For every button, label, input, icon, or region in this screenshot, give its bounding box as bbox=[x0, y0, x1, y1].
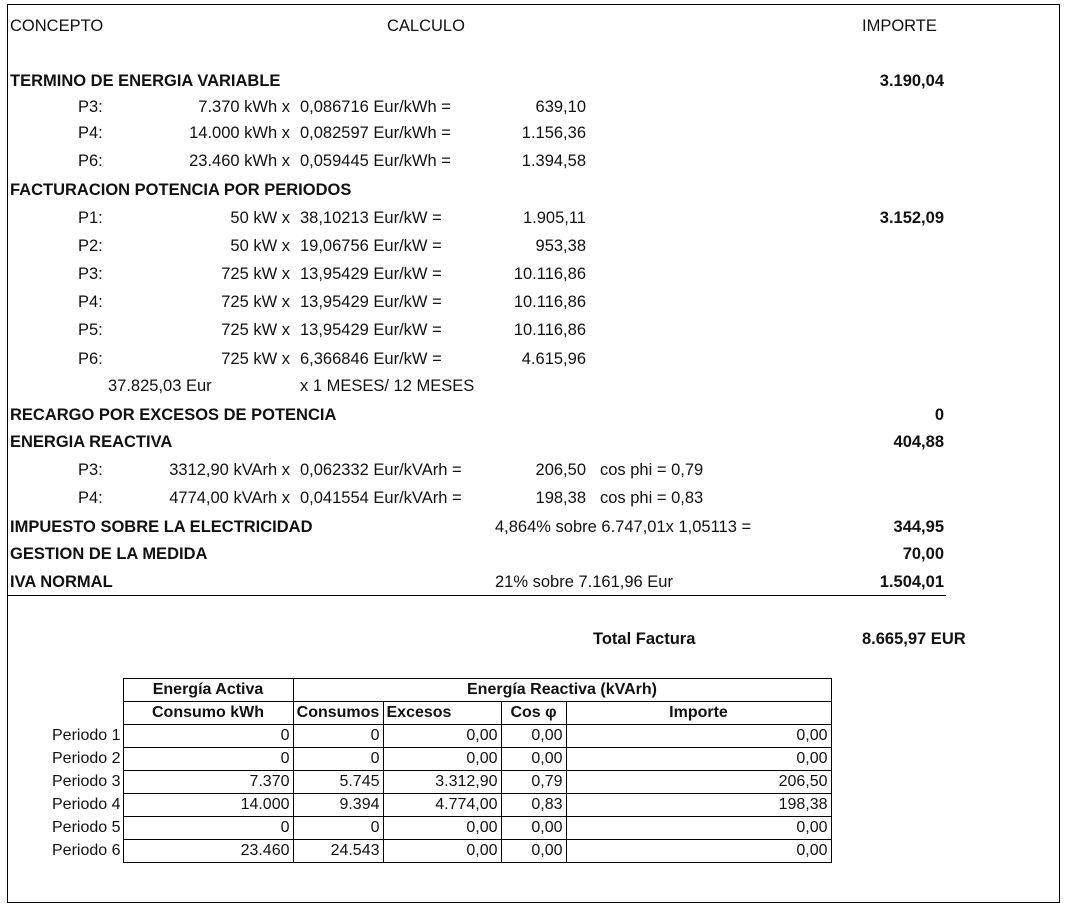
ev-amount: 1.156,36 bbox=[521, 124, 586, 142]
pot-qty: 725 kW x bbox=[221, 321, 290, 339]
row-label: Periodo 4 bbox=[52, 796, 121, 813]
cell-consumos: 0 bbox=[293, 817, 383, 840]
cell-consumo: 0 bbox=[123, 748, 293, 771]
cell-consumo: 23.460 bbox=[123, 840, 293, 863]
gestion-total: 70,00 bbox=[902, 545, 944, 563]
cell-importe: 0,00 bbox=[566, 840, 831, 863]
cell-consumos: 24.543 bbox=[293, 840, 383, 863]
potencia-meses: x 1 MESES/ 12 MESES bbox=[300, 377, 475, 395]
er-amount: 206,50 bbox=[535, 461, 586, 479]
reactiva-title: ENERGIA REACTIVA bbox=[10, 433, 173, 451]
table-column-header bbox=[10, 702, 831, 725]
table-row bbox=[10, 748, 831, 771]
pot-qty: 50 kW x bbox=[230, 237, 290, 255]
pot-price: 13,95429 Eur/kW = bbox=[300, 321, 442, 339]
impuesto-calc: 4,864% sobre 6.747,01x 1,05113 = bbox=[495, 518, 752, 536]
cell-importe: 0,00 bbox=[566, 748, 831, 771]
header-calculo: CALCULO bbox=[387, 17, 465, 35]
iva-total: 1.504,01 bbox=[879, 573, 944, 591]
er-period: P3: bbox=[78, 461, 103, 479]
ev-qty: 7.370 kWh x bbox=[198, 98, 290, 116]
er-price: 0,062332 Eur/kVArh = bbox=[300, 461, 462, 479]
cell-cos: 0,00 bbox=[501, 840, 566, 863]
row-label: Periodo 2 bbox=[52, 750, 121, 767]
cell-importe: 206,50 bbox=[566, 771, 831, 794]
er-price: 0,041554 Eur/kVArh = bbox=[300, 489, 462, 507]
potencia-total: 3.152,09 bbox=[879, 209, 944, 227]
pot-period: P2: bbox=[78, 237, 103, 255]
potencia-title: FACTURACION POTENCIA POR PERIODOS bbox=[10, 181, 352, 199]
pot-price: 13,95429 Eur/kW = bbox=[300, 293, 442, 311]
er-qty: 3312,90 kVArh x bbox=[169, 461, 290, 479]
col-consumo-kwh: Consumo kWh bbox=[123, 702, 293, 725]
pot-amount: 10.116,86 bbox=[513, 293, 586, 311]
pot-period: P4: bbox=[78, 293, 103, 311]
pot-amount: 10.116,86 bbox=[513, 265, 586, 283]
ev-price: 0,086716 Eur/kWh = bbox=[300, 98, 451, 116]
excesos-title: RECARGO POR EXCESOS DE POTENCIA bbox=[10, 406, 337, 424]
col-importe: Importe bbox=[566, 702, 831, 725]
pot-price: 19,06756 Eur/kW = bbox=[300, 237, 442, 255]
pot-period: P6: bbox=[78, 350, 103, 368]
col-excesos: Excesos bbox=[383, 702, 501, 725]
energia-variable-total: 3.190,04 bbox=[879, 72, 944, 90]
pot-qty: 725 kW x bbox=[221, 350, 290, 368]
ev-amount: 639,10 bbox=[535, 98, 586, 116]
pot-amount: 953,38 bbox=[535, 237, 586, 255]
ev-qty: 14.000 kWh x bbox=[189, 124, 290, 142]
ev-price: 0,059445 Eur/kWh = bbox=[300, 152, 451, 170]
header-concepto: CONCEPTO bbox=[10, 17, 104, 35]
cell-excesos: 0,00 bbox=[383, 817, 501, 840]
pot-qty: 50 kW x bbox=[230, 209, 290, 227]
pot-qty: 725 kW x bbox=[221, 293, 290, 311]
cell-excesos: 0,00 bbox=[383, 840, 501, 863]
pot-qty: 725 kW x bbox=[221, 265, 290, 283]
er-amount: 198,38 bbox=[535, 489, 586, 507]
cell-excesos: 3.312,90 bbox=[383, 771, 501, 794]
cell-consumo: 0 bbox=[123, 817, 293, 840]
pot-period: P1: bbox=[78, 209, 103, 227]
ev-amount: 1.394,58 bbox=[521, 152, 586, 170]
potencia-subtotal: 37.825,03 Eur bbox=[108, 377, 212, 395]
er-period: P4: bbox=[78, 489, 103, 507]
table-row bbox=[10, 771, 831, 794]
table-row bbox=[10, 725, 831, 748]
table-group-header bbox=[10, 679, 831, 702]
iva-underline bbox=[8, 595, 946, 596]
group-energia-reactiva: Energía Reactiva (kVArh) bbox=[293, 679, 831, 702]
pot-period: P3: bbox=[78, 265, 103, 283]
cell-importe: 0,00 bbox=[566, 817, 831, 840]
table-row bbox=[10, 794, 831, 817]
pot-price: 6,366846 Eur/kW = bbox=[300, 350, 442, 368]
ev-price: 0,082597 Eur/kWh = bbox=[300, 124, 451, 142]
er-qty: 4774,00 kVArh x bbox=[169, 489, 290, 507]
header-importe: IMPORTE bbox=[862, 17, 937, 35]
cell-cos: 0,00 bbox=[501, 748, 566, 771]
ev-period: P4: bbox=[78, 124, 103, 142]
cell-consumos: 5.745 bbox=[293, 771, 383, 794]
cell-consumo: 7.370 bbox=[123, 771, 293, 794]
pot-period: P5: bbox=[78, 321, 103, 339]
pot-amount: 1.905,11 bbox=[522, 209, 586, 227]
col-cos-phi: Cos φ bbox=[501, 702, 566, 725]
cell-consumos: 0 bbox=[293, 748, 383, 771]
periods-table bbox=[10, 678, 832, 863]
excesos-total: 0 bbox=[934, 406, 944, 424]
cell-excesos: 4.774,00 bbox=[383, 794, 501, 817]
impuesto-total: 344,95 bbox=[893, 518, 944, 536]
reactiva-total: 404,88 bbox=[893, 433, 944, 451]
table-row bbox=[10, 840, 831, 863]
row-label: Periodo 3 bbox=[52, 773, 121, 790]
row-label: Periodo 1 bbox=[52, 727, 121, 744]
ev-period: P6: bbox=[78, 152, 103, 170]
iva-title: IVA NORMAL bbox=[10, 573, 113, 591]
iva-calc: 21% sobre 7.161,96 Eur bbox=[495, 573, 673, 591]
col-consumos: Consumos bbox=[293, 702, 383, 725]
cell-importe: 198,38 bbox=[566, 794, 831, 817]
total-factura-label: Total Factura bbox=[593, 630, 696, 648]
cell-consumos: 0 bbox=[293, 725, 383, 748]
cell-excesos: 0,00 bbox=[383, 748, 501, 771]
cell-cos: 0,00 bbox=[501, 817, 566, 840]
er-cos: cos phi = 0,83 bbox=[600, 489, 704, 507]
pot-amount: 10.116,86 bbox=[513, 321, 586, 339]
total-factura-value: 8.665,97 EUR bbox=[862, 630, 966, 648]
row-label: Periodo 5 bbox=[52, 819, 121, 836]
pot-amount: 4.615,96 bbox=[521, 350, 586, 368]
cell-consumos: 9.394 bbox=[293, 794, 383, 817]
pot-price: 13,95429 Eur/kW = bbox=[300, 265, 442, 283]
gestion-title: GESTION DE LA MEDIDA bbox=[10, 545, 208, 563]
cell-excesos: 0,00 bbox=[383, 725, 501, 748]
energia-variable-title: TERMINO DE ENERGIA VARIABLE bbox=[10, 72, 281, 90]
cell-consumo: 0 bbox=[123, 725, 293, 748]
group-energia-activa: Energía Activa bbox=[123, 679, 293, 702]
cell-cos: 0,83 bbox=[501, 794, 566, 817]
pot-price: 38,10213 Eur/kW = bbox=[300, 209, 442, 227]
ev-period: P3: bbox=[78, 98, 103, 116]
cell-cos: 0,79 bbox=[501, 771, 566, 794]
ev-qty: 23.460 kWh x bbox=[189, 152, 290, 170]
impuesto-title: IMPUESTO SOBRE LA ELECTRICIDAD bbox=[10, 518, 313, 536]
table-row bbox=[10, 817, 831, 840]
er-cos: cos phi = 0,79 bbox=[600, 461, 704, 479]
cell-importe: 0,00 bbox=[566, 725, 831, 748]
cell-consumo: 14.000 bbox=[123, 794, 293, 817]
cell-cos: 0,00 bbox=[501, 725, 566, 748]
row-label: Periodo 6 bbox=[52, 842, 121, 859]
